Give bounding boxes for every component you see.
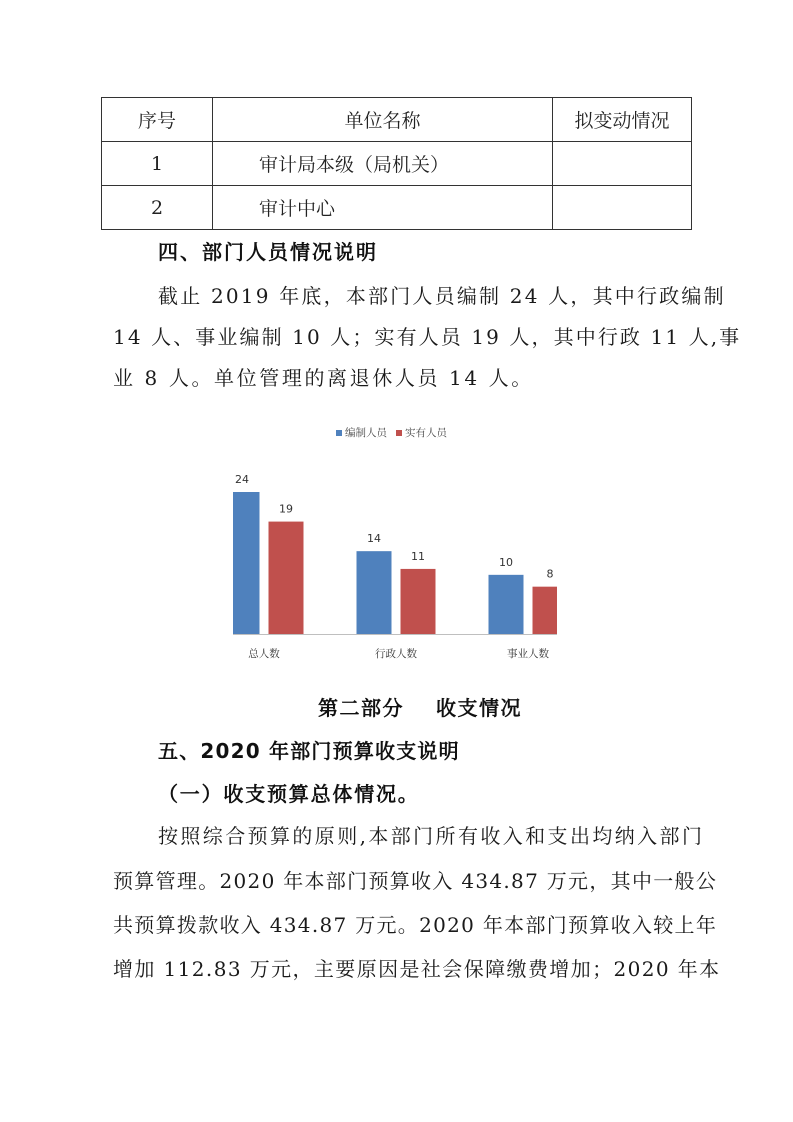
- legend-swatch-planned: [336, 430, 342, 436]
- part2-title-left: 第二部分: [318, 696, 404, 720]
- bar-data-label: 19: [279, 502, 293, 516]
- category-label: 总人数: [248, 648, 280, 660]
- unit-change-table: [101, 97, 692, 230]
- part2-title-right: 收支情况: [436, 696, 522, 720]
- bar-data-label: 11: [411, 549, 425, 563]
- table-row: [102, 186, 692, 230]
- header-change: 拟变动情况: [553, 98, 692, 142]
- cell-no: 2: [102, 186, 213, 230]
- section5-line-3: 共预算拨款收入 434.87 万元。2020 年本部门预算收入较上年: [113, 913, 718, 937]
- cell-unit-name: 审计局本级（局机关）: [213, 142, 553, 186]
- section5-line-2: 预算管理。2020 年本部门预算收入 434.87 万元，其中一般公: [113, 869, 718, 893]
- chart-legend: [336, 425, 447, 440]
- header-no: 序号: [102, 98, 213, 142]
- legend-swatch-actual: [396, 430, 402, 436]
- section5-line-1: 按照综合预算的原则,本部门所有收入和支出均纳入部门: [158, 824, 705, 848]
- bar-actual: [269, 522, 304, 634]
- section5-line-4: 增加 112.83 万元，主要原因是社会保障缴费增加；2020 年本: [113, 957, 721, 981]
- legend-item-actual: [396, 425, 447, 440]
- cell-change: [553, 186, 692, 230]
- section5-subheading: （一）收支预算总体情况。: [158, 782, 420, 806]
- category-label: 事业人数: [507, 648, 549, 660]
- bar-data-label: 24: [235, 473, 249, 486]
- bar-actual: [401, 569, 436, 634]
- bar-data-label: 10: [499, 555, 513, 569]
- bar-planned: [225, 492, 260, 634]
- section4-line-1: 截止 2019 年底，本部门人员编制 24 人，其中行政编制: [158, 284, 726, 308]
- bar-data-label: 8: [546, 567, 554, 581]
- bar-planned: [357, 551, 392, 634]
- cell-no: 1: [102, 142, 213, 186]
- section5-heading: 五、2020 年部门预算收支说明: [158, 739, 460, 763]
- legend-label-planned: 编制人员: [345, 427, 387, 439]
- bar-data-label: 14: [367, 532, 381, 546]
- bar-planned: [489, 575, 524, 634]
- table-row: [102, 142, 692, 186]
- section4-heading: 四、部门人员情况说明: [158, 240, 378, 264]
- chart-bars: [225, 492, 568, 634]
- section4-line-2: 14 人、事业编制 10 人；实有人员 19 人，其中行政 11 人,事: [113, 325, 742, 349]
- cell-change: [553, 142, 692, 186]
- category-label: 行政人数: [375, 648, 417, 660]
- legend-label-actual: 实有人员: [405, 427, 447, 439]
- cell-unit-name: 审计中心: [213, 186, 553, 230]
- table-header-row: [102, 98, 692, 142]
- section4-line-3: 业 8 人。单位管理的离退休人员 14 人。: [113, 366, 534, 390]
- bar-actual: [533, 587, 568, 634]
- header-unit-name: 单位名称: [213, 98, 553, 142]
- legend-item-planned: [336, 425, 387, 440]
